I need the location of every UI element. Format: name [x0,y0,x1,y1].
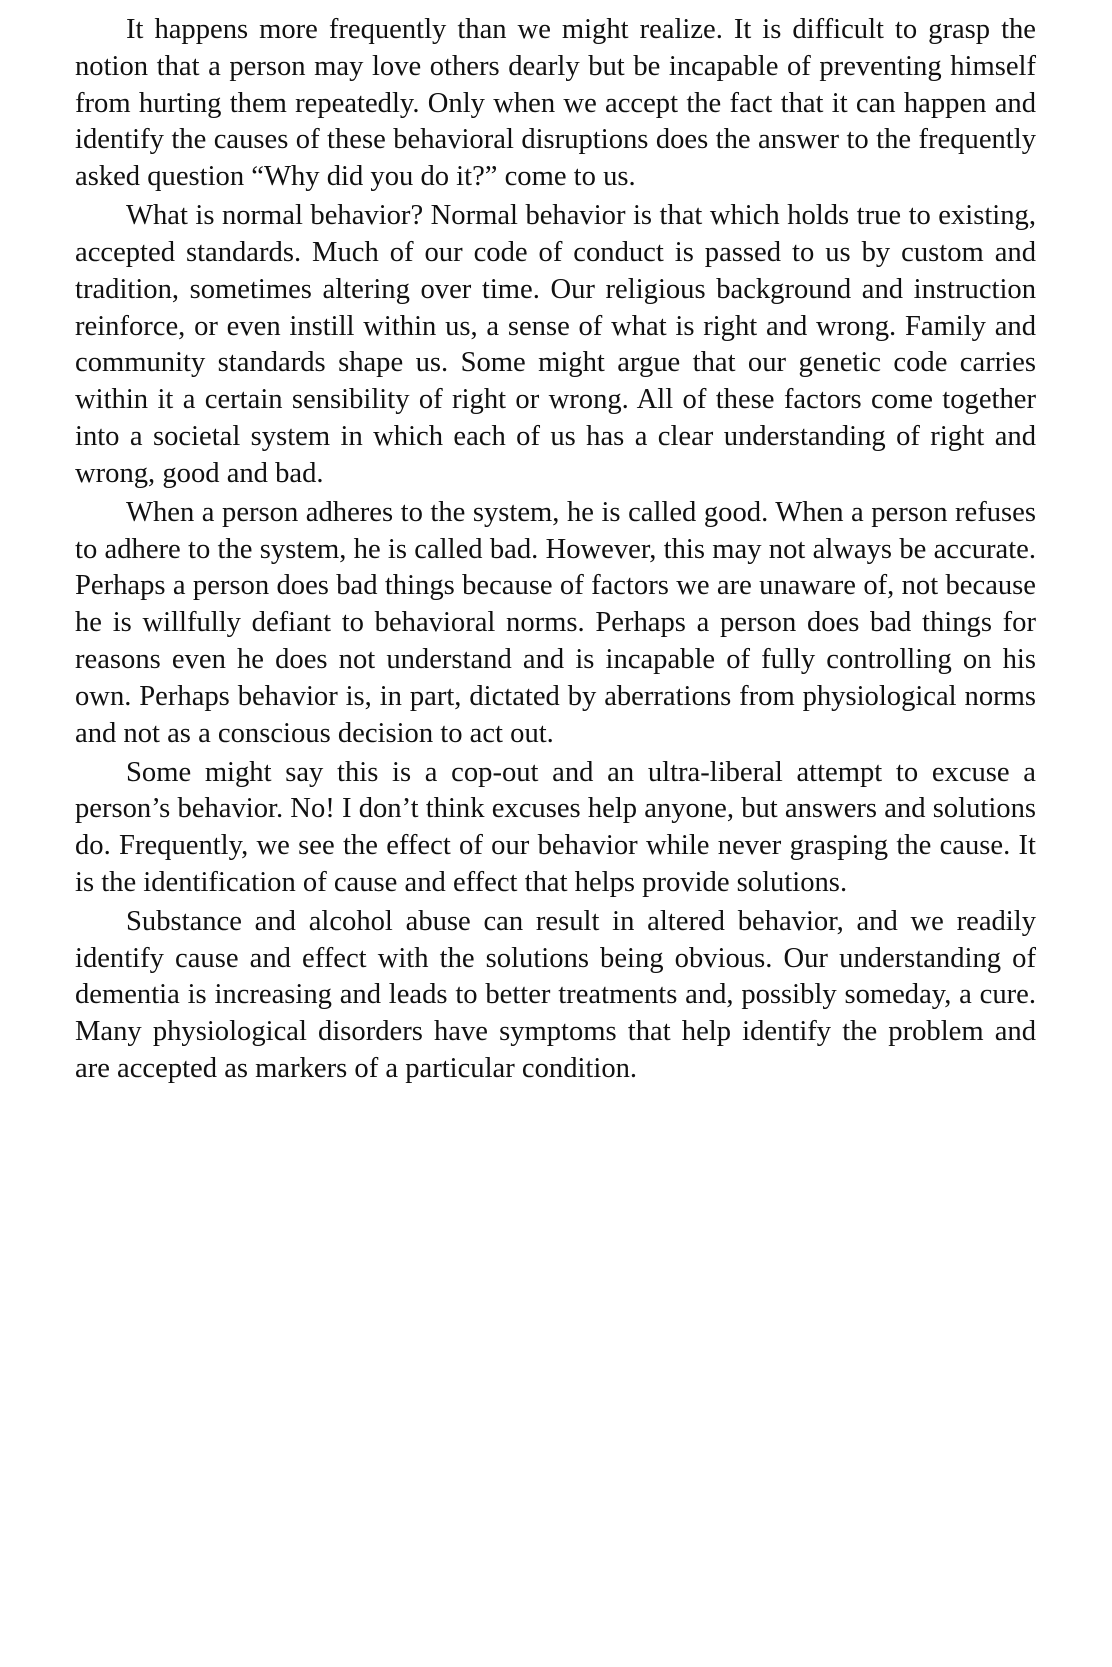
paragraph-4: Some might say this is a cop-out and an ultra-liberal attempt to excuse a person’s behavior. No! I don’t think excuses help anyone, but answers and solutions do. Frequently, we see the effect of our behavior while never grasping the cause. It is the identification of cause and effect that helps provide solutions. [75,756,1036,898]
paragraph-5: Substance and alcohol abuse can result in altered behavior, and we readily identify cause and effect with the solutions being obvious. Our understanding of dementia is increasing and leads to better treatments and, possibly someday, a cure. Many physiological disorders have symptoms that help identify the problem and are accepted as markers of a particular condition. [75,905,1036,1085]
paragraph-3: When a person adheres to the system, he is called good. When a person refuses to adhere to the system, he is called bad. However, this may not always be accurate. Perhaps a person does bad things because of factors we are unaware of, not because he is willfully defiant to behavioral norms. Perhaps a person does bad things for reasons even he does not understand and is incapable of fully controlling on his own. Perhaps behavior is, in part, dictated by aberrations from physiological norms and not as a conscious decision to act out. [75,496,1036,749]
document-page [75,12,1036,1090]
paragraph-2: What is normal behavior? Normal behavior is that which holds true to existing, accepted standards. Much of our code of conduct is passed to us by custom and tradition, sometimes altering over time. Our religious background and instruction reinforce, or even instill within us, a sense of what is right and wrong. Family and community standards shape us. Some might argue that our genetic code carries within it a certain sensibility of right or wrong. All of these factors come together into a societal system in which each of us has a clear understanding of right and wrong, good and bad. [75,200,1036,489]
paragraph-1: It happens more frequently than we might realize. It is difficult to grasp the notion that a person may love others dearly but be incapable of preventing himself from hurting them repeatedly. Only when we accept the fact that it can happen and identify the causes of these behavioral disruptions does the answer to the frequently asked question “Why did you do it?” come to us. [75,14,1036,193]
